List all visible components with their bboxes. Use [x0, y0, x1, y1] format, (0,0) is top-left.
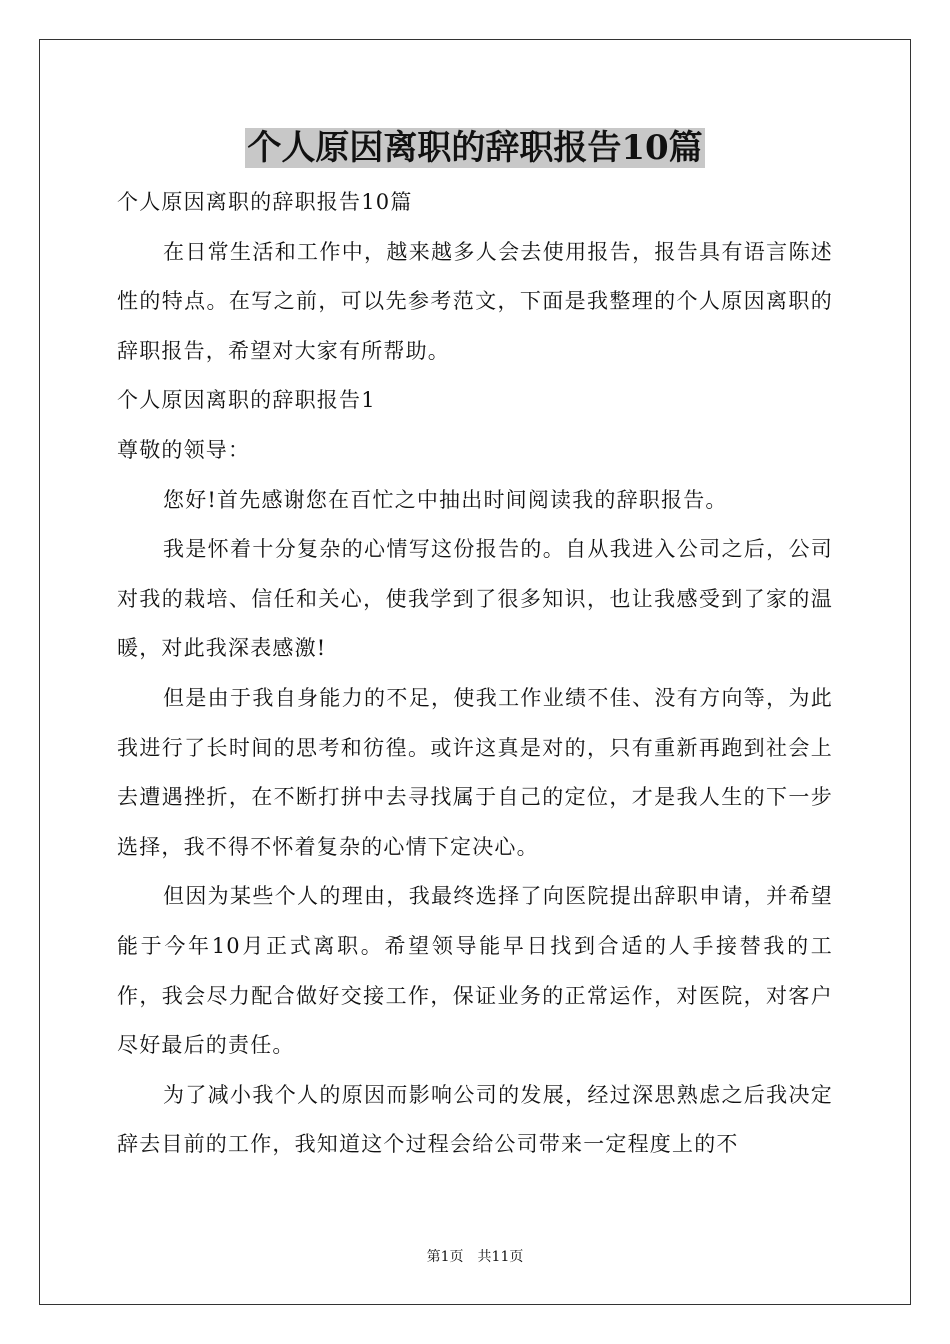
paragraph-0: 个人原因离职的辞职报告10篇 — [117, 190, 413, 214]
paragraph-1: 在日常生活和工作中，越来越多人会去使用报告，报告具有语言陈述性的特点。在写之前，可以先参考范文，下面是我整理的个人原因离职的辞职报告，希望对大家有所帮助。 — [117, 239, 833, 363]
paragraph-3: 尊敬的领导： — [117, 437, 251, 462]
page-number: 第1页 — [426, 1249, 464, 1265]
document-body — [117, 178, 833, 1170]
page-footer — [0, 1248, 950, 1266]
document-title-text: 个人原因离职的辞职报告10篇 — [247, 128, 703, 168]
paragraph-7: 但因为某些个人的理由，我最终选择了向医院提出辞职申请，并希望能于今年10月正式离职。希望领导能早日找到合适的人手接替我的工作，我会尽力配合做好交接工作，保证业务的正常运作，对医院，对客户尽好最后的责任。 — [117, 884, 833, 1058]
paragraph-8: 为了减小我个人的原因而影响公司的发展，经过深思熟虑之后我决定辞去目前的工作，我知道这个过程会给公司带来一定程度上的不 — [117, 1082, 833, 1157]
paragraph-4: 您好!首先感谢您在百忙之中抽出时间阅读我的辞职报告。 — [163, 487, 728, 512]
paragraph-5: 我是怀着十分复杂的心情写这份报告的。自从我进入公司之后，公司对我的栽培、信任和关心，使我学到了很多知识，也让我感受到了家的温暖，对此我深表感激! — [117, 537, 833, 661]
paragraph-2: 个人原因离职的辞职报告1 — [117, 388, 376, 413]
page-total: 共11页 — [477, 1249, 524, 1265]
paragraph-6: 但是由于我自身能力的不足，使我工作业绩不佳、没有方向等，为此我进行了长时间的思考和彷徨。或许这真是对的，只有重新再跑到社会上去遭遇挫折，在不断打拼中去寻找属于自己的定位，才是我人生的下一步选择，我不得不怀着复杂的心情下定决心。 — [117, 685, 833, 859]
document-title — [0, 126, 950, 170]
